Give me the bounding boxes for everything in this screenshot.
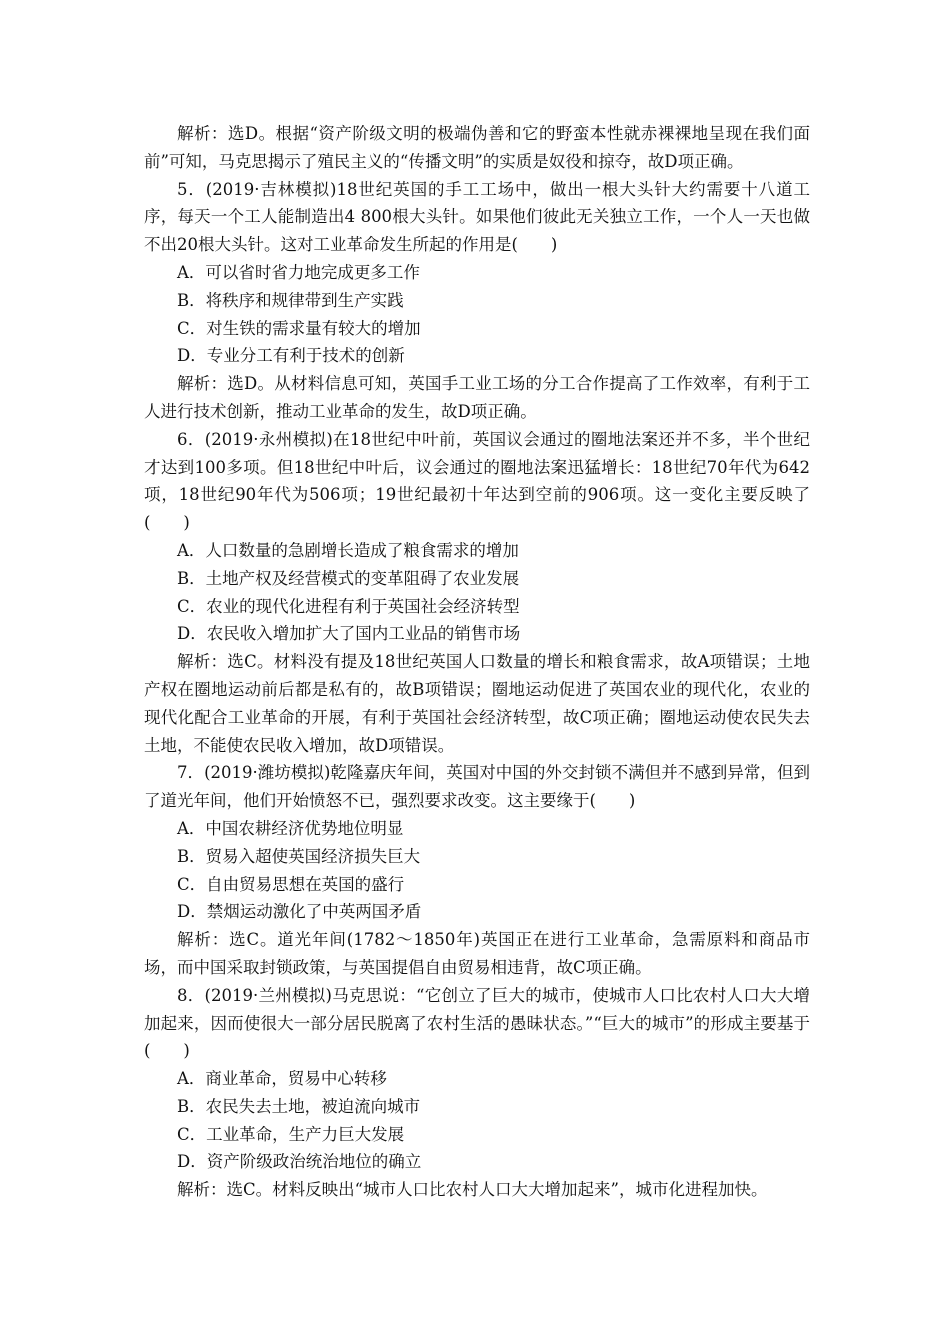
question-7-option-b: B．贸易入超使英国经济损失巨大: [177, 846, 421, 866]
question-5-option-d: D．专业分工有利于技术的创新: [177, 346, 405, 366]
question-7-stem: 7．(2019·潍坊模拟)乾隆嘉庆年间，英国对中国的外交封锁不满但并不感到异常，但到了道光年间，他们开始愤怒不已，强烈要求改变。这主要缘于( ): [144, 763, 810, 811]
question-6-option-d: D．农民收入增加扩大了国内工业品的销售市场: [177, 624, 521, 644]
question-5-option-b: B．将秩序和规律带到生产实践: [177, 290, 404, 310]
question-6-stem: 6．(2019·永州模拟)在18世纪中叶前，英国议会通过的圈地法案还并不多，半个世纪才达到100多项。但18世纪中叶后，议会通过的圈地法案迅猛增长：18世纪70年代为642项，18世纪90年代为506项；19世纪最初十年达到空前的906项。这一变化主要反映了( ): [144, 429, 810, 533]
answer-explanation-q5: 解析：选D。从材料信息可知，英国手工业工场的分工合作提高了工作效率，有利于工人进行技术创新，推动工业革命的发生，故D项正确。: [144, 374, 810, 421]
question-8-option-d: D．资产阶级政治统治地位的确立: [177, 1152, 422, 1172]
question-5-stem: 5．(2019·吉林模拟)18世纪英国的手工工场中，做出一根大头针大约需要十八道工序，每天一个工人能制造出4 800根大头针。如果他们彼此无关独立工作，一个人一天也做不出20根大头针。这对工业革命发生所起的作用是( ): [144, 179, 810, 255]
answer-explanation-q6: 解析：选C。材料没有提及18世纪英国人口数量的增长和粮食需求，故A项错误；土地产权在圈地运动前后都是私有的，故B项错误；圈地运动促进了英国农业的现代化，农业的现代化配合工业革命的开展，有利于英国社会经济转型，故C项正确；圈地运动使农民失去土地，不能使农民收入增加，故D项错误。: [144, 652, 810, 755]
answer-explanation-q7: 解析：选C。道光年间(1782～1850年)英国正在进行工业革命，急需原料和商品市场，而中国采取封锁政策，与英国提倡自由贸易相违背，故C项正确。: [144, 930, 810, 977]
question-6-option-a: A．人口数量的急剧增长造成了粮食需求的增加: [177, 540, 519, 560]
question-8-option-a: A．商业革命，贸易中心转移: [177, 1069, 387, 1089]
question-8-option-c: C．工业革命，生产力巨大发展: [177, 1124, 405, 1144]
answer-explanation-q8: 解析：选C。材料反映出“城市人口比农村人口大大增加起来”，城市化进程加快。: [177, 1180, 768, 1200]
answer-explanation-q4: 解析：选D。根据“资产阶级文明的极端伪善和它的野蛮本性就赤裸裸地呈现在我们面前”可知，马克思揭示了殖民主义的“传播文明”的实质是奴役和掠夺，故D项正确。: [144, 124, 810, 171]
question-7-option-c: C．自由贸易思想在英国的盛行: [177, 874, 405, 894]
question-6-option-c: C．农业的现代化进程有利于英国社会经济转型: [177, 596, 520, 616]
question-7-option-d: D．禁烟运动激化了中英两国矛盾: [177, 902, 422, 922]
question-8-stem: 8．(2019·兰州模拟)马克思说：“它创立了巨大的城市，使城市人口比农村人口大大增加起来，因而使很大一部分居民脱离了农村生活的愚昧状态。”“巨大的城市”的形成主要基于( ): [144, 985, 810, 1061]
question-8-option-b: B．农民失去土地，被迫流向城市: [177, 1096, 421, 1116]
question-5-option-a: A．可以省时省力地完成更多工作: [177, 262, 420, 282]
question-5-option-c: C．对生铁的需求量有较大的增加: [177, 318, 421, 338]
question-6-option-b: B．土地产权及经营模式的变革阻碍了农业发展: [177, 568, 520, 588]
question-7-option-a: A．中国农耕经济优势地位明显: [177, 818, 404, 838]
